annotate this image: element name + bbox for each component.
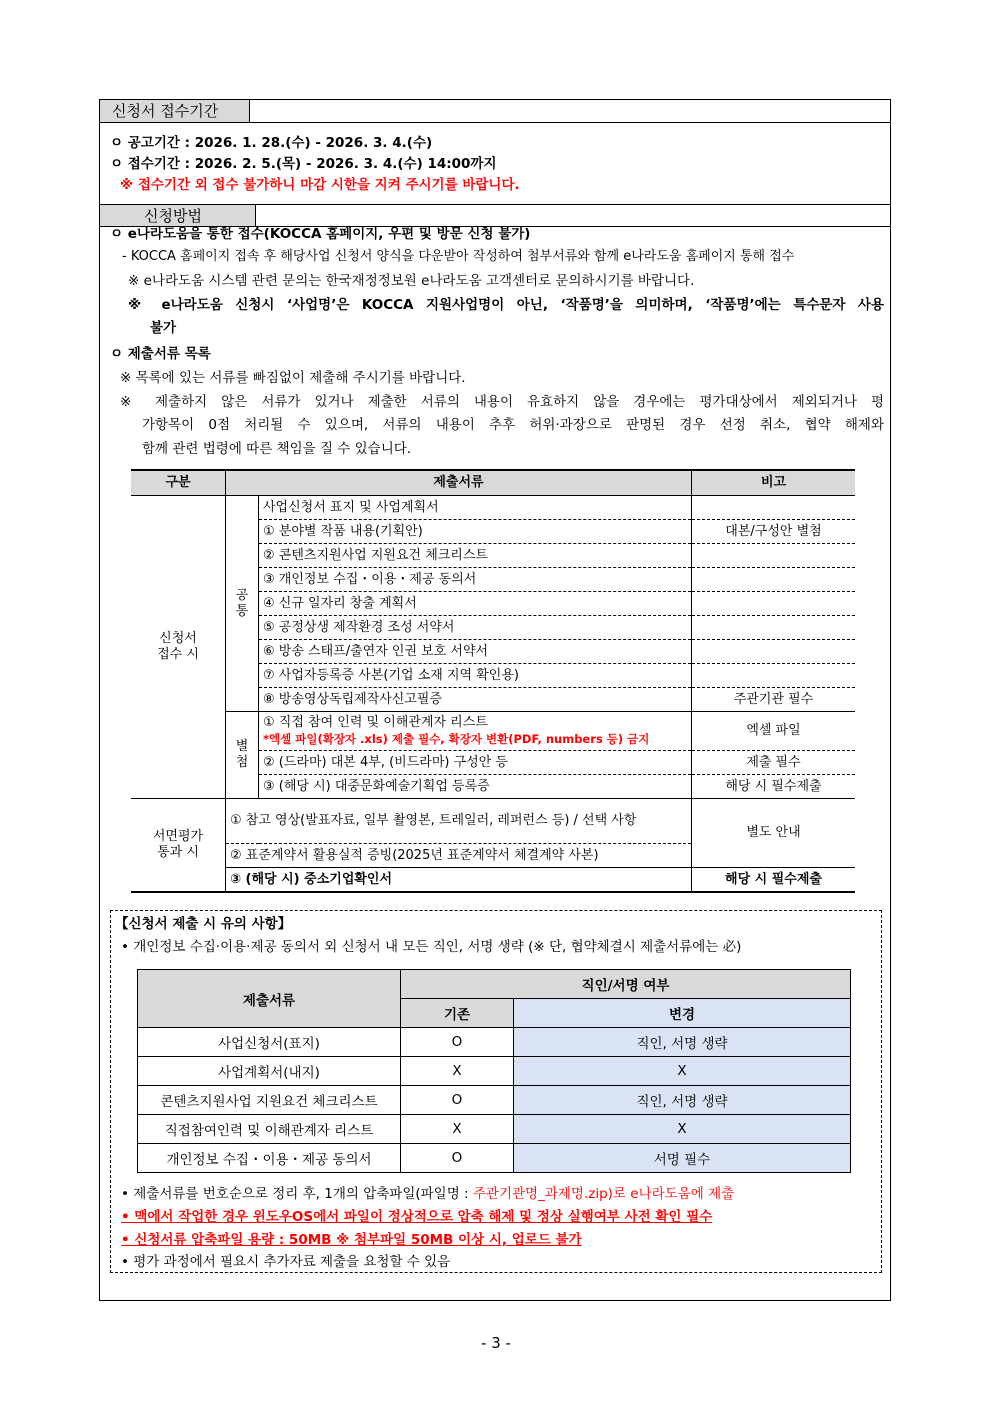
- group-apply: 신청서 접수 시: [131, 496, 226, 799]
- remark-cell: 제출 필수: [692, 751, 856, 775]
- bullet-size-limit: • 신청서류 압축파일 용량 : 50MB ※ 첨부파일 50MB 이상 시, 업로드 불가: [121, 1232, 582, 1248]
- header-remarks: 비고: [692, 470, 856, 496]
- notice-seal-note: • 개인정보 수집·이용·제공 동의서 외 신청서 내 모든 직인, 서명 생략 (※ 단, 협약체결시 제출서류에는 必): [121, 939, 742, 955]
- new-cell: X: [514, 1115, 851, 1144]
- docs-note-2-cont: 가항목이 0점 처리될 수 있으며, 서류의 내용이 추후 허위·과장으로 판명된 경우 선정 취소, 협약 해제와: [142, 417, 884, 433]
- announce-period: ㅇ 공고기간 : 2026. 1. 28.(수) - 2026. 3. 4.(수): [110, 135, 433, 151]
- remark-cell: [692, 640, 856, 664]
- remark-cell: 주관기관 필수: [692, 688, 856, 712]
- doc-cell: [259, 712, 692, 751]
- enara-name-note-cont: 불가: [150, 320, 177, 336]
- doc-cell: ⑧ 방송영상독립제작사신고필증: [259, 688, 692, 712]
- page-number: - 3 -: [481, 1334, 511, 1352]
- bullet-zip-instruction: [121, 1185, 734, 1203]
- receive-period: ㅇ 접수기간 : 2026. 2. 5.(목) - 2026. 3. 4.(수) 14:00까지: [110, 156, 497, 172]
- docs-heading: ㅇ 제출서류 목록: [110, 346, 211, 362]
- docs-note-1: ※ 목록에 있는 서류를 빠짐없이 제출해 주시기를 바랍니다.: [120, 370, 466, 386]
- content-frame: [99, 99, 891, 1301]
- remark-cell: 엑셀 파일: [692, 712, 856, 751]
- seal-table: [137, 969, 851, 1173]
- doc-cell: ⑥ 방송 스태프/출연자 인권 보호 서약서: [259, 640, 692, 664]
- doc-cell: 사업신청서(표지): [138, 1028, 401, 1057]
- remark-cell: [692, 664, 856, 688]
- remark-cell: [692, 496, 856, 520]
- header-documents: 제출서류: [226, 470, 692, 496]
- table-row: [131, 868, 855, 893]
- group-eval: 서면평가 통과 시: [131, 799, 226, 893]
- old-cell: O: [401, 1086, 514, 1115]
- doc-cell: ② 표준계약서 활용실적 증빙(2025년 표준계약서 체결계약 사본): [226, 844, 692, 868]
- new-cell: 직인, 서명 생략: [514, 1086, 851, 1115]
- zip-instruction-text: • 제출서류를 번호순으로 정리 후, 1개의 압축파일(파일명 :: [121, 1186, 473, 1202]
- doc-cell: ② 콘텐츠지원사업 지원요건 체크리스트: [259, 544, 692, 568]
- section-title: 신청방법: [100, 205, 256, 227]
- bullet-mac-warning: • 맥에서 작업한 경우 윈도우OS에서 파일이 정상적으로 압축 해제 및 정상 실행여부 사전 확인 필수: [121, 1209, 713, 1225]
- subgroup-attach: 별 첨: [226, 712, 259, 799]
- remark-cell: 해당 시 필수제출: [692, 868, 856, 893]
- notice-title: 【신청서 제출 시 유의 사항】: [115, 916, 292, 932]
- header-category: 구분: [131, 470, 226, 496]
- doc-cell: 개인정보 수집・이용・제공 동의서: [138, 1144, 401, 1173]
- remark-cell: [692, 568, 856, 592]
- enara-name-note: ※ e나라도움 신청시 ‘사업명’은 KOCCA 지원사업명이 아닌, ‘작품명’을 의미하며, ‘작품명’에는 특수문자 사용: [128, 297, 884, 313]
- remark-cell: [692, 592, 856, 616]
- old-cell: X: [401, 1115, 514, 1144]
- header-seal: 직인/서명 여부: [401, 970, 851, 999]
- section-header-method: [100, 205, 890, 227]
- table-row: [138, 1115, 851, 1144]
- doc-cell: ③ (해당 시) 중소기업확인서: [226, 868, 692, 893]
- header-doc: 제출서류: [138, 970, 401, 1028]
- submission-notice-box: [110, 910, 882, 1273]
- section-header-period: [100, 100, 890, 122]
- subgroup-common: 공 통: [226, 496, 259, 712]
- doc-cell: ① 분야별 작품 내용(기획안): [259, 520, 692, 544]
- table-row: [138, 1057, 851, 1086]
- remark-cell: 대본/구성안 별첨: [692, 520, 856, 544]
- table-row: [131, 496, 855, 520]
- enara-heading: ㅇ e나라도움을 통한 접수(KOCCA 홈페이지, 우편 및 방문 신청 불가): [110, 226, 531, 242]
- table-header-row: [131, 470, 855, 496]
- docs-note-2-cont: 함께 관련 법령에 따른 책임을 질 수 있습니다.: [142, 441, 412, 457]
- enara-instruction: - KOCCA 홈페이지 접속 후 해당사업 신청서 양식을 다운받아 작성하여 첨부서류와 함께 e나라도움 홈페이지 통해 접수: [122, 249, 795, 264]
- remark-cell: [692, 544, 856, 568]
- bullet-additional-docs: • 평가 과정에서 필요시 추가자료 제출을 요청할 수 있음: [121, 1254, 451, 1270]
- old-cell: O: [401, 1144, 514, 1173]
- doc-cell: ② (드라마) 대본 4부, (비드라마) 구성안 등: [259, 751, 692, 775]
- deadline-warning: ※ 접수기간 외 접수 불가하니 마감 시한을 지켜 주시기를 바랍니다.: [120, 177, 520, 193]
- doc-text: ① 직접 참여 인력 및 이해관계자 리스트: [263, 715, 488, 730]
- table-row: [131, 799, 855, 844]
- doc-cell: 사업계획서(내지): [138, 1057, 401, 1086]
- table-row: [138, 1086, 851, 1115]
- enara-inquiry-note: ※ e나라도움 시스템 관련 문의는 한국재정정보원 e나라도움 고객센터로 문의하시기를 바랍니다.: [128, 273, 695, 289]
- doc-cell: ③ 개인정보 수집・이용・제공 동의서: [259, 568, 692, 592]
- remark-cell: 해당 시 필수제출: [692, 775, 856, 799]
- table-row: [138, 1028, 851, 1057]
- remark-cell: 별도 안내: [692, 799, 856, 868]
- old-cell: O: [401, 1028, 514, 1057]
- documents-table: [131, 469, 855, 893]
- header-old: 기존: [401, 999, 514, 1028]
- new-cell: 직인, 서명 생략: [514, 1028, 851, 1057]
- table-header-row: [138, 970, 851, 999]
- zip-filename-text: 주관기관명_과제명.zip)로 e나라도움에 제출: [472, 1186, 735, 1202]
- doc-cell: 직접참여인력 및 이해관계자 리스트: [138, 1115, 401, 1144]
- doc-cell: ③ (해당 시) 대중문화예술기획업 등록증: [259, 775, 692, 799]
- docs-note-2: ※ 제출하지 않은 서류가 있거나 제출한 서류의 내용이 유효하지 않을 경우에는 평가대상에서 제외되거나 평: [120, 394, 884, 410]
- header-new: 변경: [514, 999, 851, 1028]
- doc-cell: ⑤ 공정상생 제작환경 조성 서약서: [259, 616, 692, 640]
- remark-cell: [692, 616, 856, 640]
- old-cell: X: [401, 1057, 514, 1086]
- section-title: 신청서 접수기간: [100, 100, 250, 122]
- excel-warning: *엑셀 파일(확장자 .xls) 제출 필수, 확장자 변환(PDF, numbers 등) 금지: [263, 732, 650, 746]
- doc-cell: 사업신청서 표지 및 사업계획서: [259, 496, 692, 520]
- doc-cell: ① 참고 영상(발표자료, 일부 촬영본, 트레일러, 레퍼런스 등) / 선택 사항: [226, 799, 692, 844]
- doc-cell: ⑦ 사업자등록증 사본(기업 소재 지역 확인용): [259, 664, 692, 688]
- doc-cell: 콘텐츠지원사업 지원요건 체크리스트: [138, 1086, 401, 1115]
- divider: [100, 122, 890, 123]
- doc-cell: ④ 신규 일자리 창출 계획서: [259, 592, 692, 616]
- table-row: [131, 712, 855, 751]
- new-cell: X: [514, 1057, 851, 1086]
- table-row: [138, 1144, 851, 1173]
- new-cell: 서명 필수: [514, 1144, 851, 1173]
